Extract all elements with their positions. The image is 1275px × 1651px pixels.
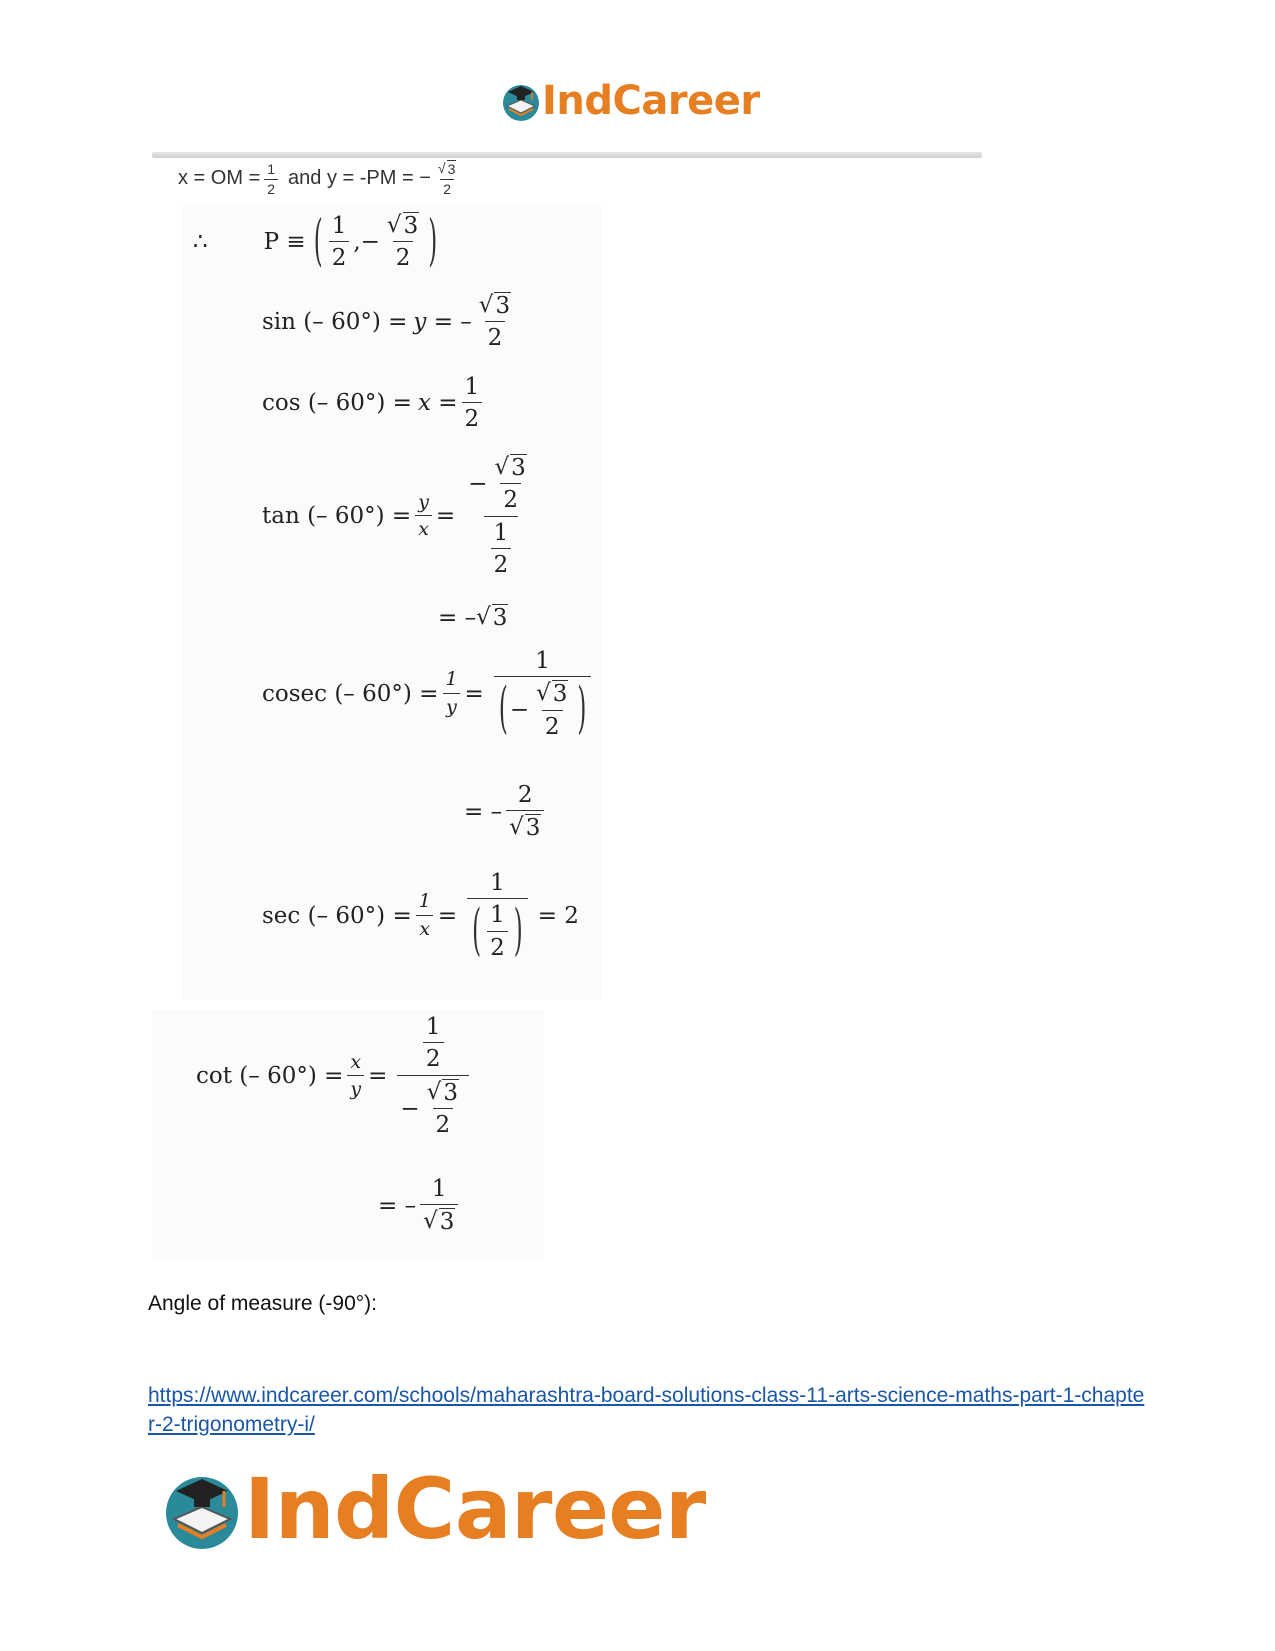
tan-result: = – √ 3 — [438, 604, 508, 631]
sin-equation: sin (– 60°) = y = – √ 3 2 — [262, 292, 511, 352]
brand-name: IndCareer — [542, 78, 760, 124]
p-label: P ≡ — [263, 228, 306, 255]
intro-half-fraction: $\frac{1}{2}$ — [264, 161, 278, 197]
intro-x-part: x = OM = — [178, 167, 261, 190]
therefore-symbol: ∴ — [193, 228, 208, 255]
cot-equation: cot (– 60°) = $\frac{x}{y}$ = $\frac{1}{2}$ − √ 3 2 — [196, 1014, 473, 1139]
intro-y-part: and y = -PM = − — [288, 167, 431, 190]
header-rule — [152, 152, 982, 158]
source-link[interactable]: https://www.indcareer.com/schools/maharashtra-board-solutions-class-11-arts-science-maths-part-1-chapter-2-trigonometry-i/ — [148, 1384, 1145, 1436]
cosec-equation: cosec (– 60°) = $\frac{1}{y}$ = 1 ( − √ 3 2 ) — [262, 648, 595, 740]
angle-heading: Angle of measure (-90°): — [148, 1292, 378, 1315]
brand-name-bottom: IndCareer — [244, 1460, 706, 1558]
sec-equation: sec (– 60°) = $\frac{1}{x}$ = 1 ( $\frac{1}{2}$ ) = 2 — [262, 870, 579, 963]
intro-root3-fraction: √ 3 2 — [437, 160, 456, 198]
tan-equation: tan (– 60°) = $\frac{y}{x}$ = − √ 3 2 $\frac{1}{2}$ — [262, 454, 526, 579]
indcareer-logo-bottom — [160, 1460, 706, 1558]
cosec-result: = – 2 √ 3 — [464, 782, 548, 842]
point-p-line: ∴ P ≡ ( $\frac{1}{2}$ , − √ 3 2 ) — [193, 210, 438, 274]
cot-result: = – 1 √ 3 — [378, 1176, 462, 1236]
cos-equation: cos (– 60°) = x = $\frac{1}{2}$ — [262, 374, 486, 433]
indcareer-logo-top — [500, 78, 760, 124]
graduate-cap-book-icon — [160, 1467, 244, 1551]
graduate-cap-book-icon — [500, 80, 542, 122]
intro-line — [178, 160, 463, 197]
